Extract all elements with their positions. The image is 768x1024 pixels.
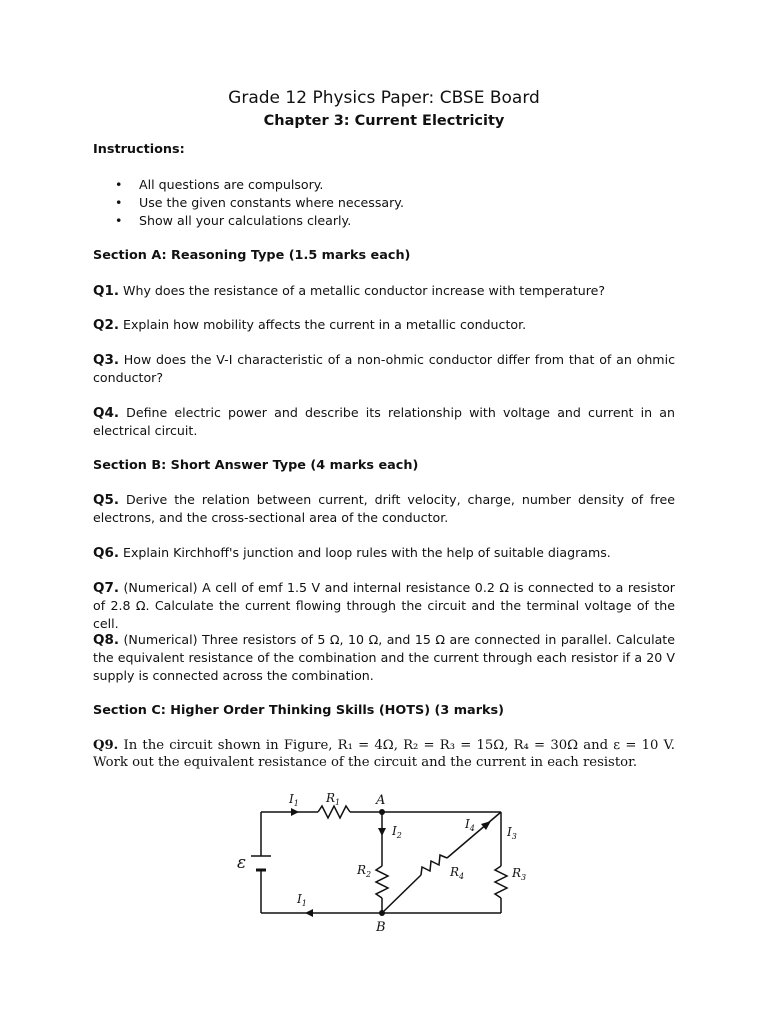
instruction-item: • Use the given constants where necessary. [115,195,404,210]
question-6: Q6. Explain Kirchhoff's junction and loop rules with the help of suitable diagrams. [93,545,611,561]
resistor-r3-label: $R_3$ [512,866,527,882]
question-2: Q2. Explain how mobility affects the current in a metallic conductor. [93,317,527,333]
resistor-r4-label: $R_4$ [450,865,465,881]
current-i1-top-label: $I_1$ [289,792,299,808]
instructions-heading: Instructions: [93,142,185,157]
question-9: Q9. In the circuit shown in Figure, R₁ = 4Ω, R₂ = R₃ = 15Ω, R₄ = 30Ω and ε = 10 V. Work out the equivalent resistance of the circuit and the current in each resistor. [93,738,675,770]
circuit-diagram [225,788,535,936]
section-a-heading: Section A: Reasoning Type (1.5 marks each) [93,248,411,263]
section-c-heading: Section C: Higher Order Thinking Skills (HOTS) (3 marks) [93,703,504,718]
resistor-r1 [318,806,350,818]
question-8: Q8. (Numerical) Three resistors of 5 Ω, 10 Ω, and 15 Ω are connected in parallel. Calculate the equivalent resistance of the combination and the current through each resistor if a 20 V supply is connected across the combination. [93,632,675,683]
resistor-r2-label: $R_2$ [357,863,372,879]
current-arrow-icon [305,909,313,917]
junction-a-dot [379,809,385,815]
resistor-r4 [421,855,447,875]
question-7: Q7. (Numerical) A cell of emf 1.5 V and internal resistance 0.2 Ω is connected to a resistor of 2.8 Ω. Calculate the current flowing through the circuit and the terminal voltage of the cell. [93,580,675,631]
question-5: Q5. Derive the relation between current, drift velocity, charge, number density of free electrons, and the cross-sectional area of the conductor. [93,492,675,525]
node-a-label: A [376,793,386,808]
instruction-item: • Show all your calculations clearly. [115,213,352,228]
page-title: Grade 12 Physics Paper: CBSE Board [228,88,540,108]
current-arrow-icon [378,828,386,836]
wire [382,875,421,913]
current-i1-bottom-label: $I_1$ [297,892,307,908]
question-1: Q1. Why does the resistance of a metallic conductor increase with temperature? [93,283,606,299]
section-b-heading: Section B: Short Answer Type (4 marks each) [93,458,419,473]
resistor-r2 [376,866,388,898]
node-b-label: B [376,920,386,935]
resistor-r1-label: $R_1$ [326,791,341,807]
question-4: Q4. Define electric power and describe its relationship with voltage and current in an electrical circuit. [93,405,675,438]
junction-b-dot [379,910,385,916]
instruction-item: • All questions are compulsory. [115,177,324,192]
page-subtitle: Chapter 3: Current Electricity [263,113,505,129]
resistor-r3 [495,866,507,898]
current-i4-label: $I_4$ [465,817,475,833]
emf-label: ε [237,853,247,873]
question-3: Q3. How does the V-I characteristic of a non-ohmic conductor differ from that of an ohmic conductor? [93,352,675,385]
current-arrow-icon [291,808,299,816]
current-i2-label: $I_2$ [392,824,402,840]
current-i3-label: $I_3$ [507,825,517,841]
wire [447,812,501,858]
instructions-list [93,176,404,230]
